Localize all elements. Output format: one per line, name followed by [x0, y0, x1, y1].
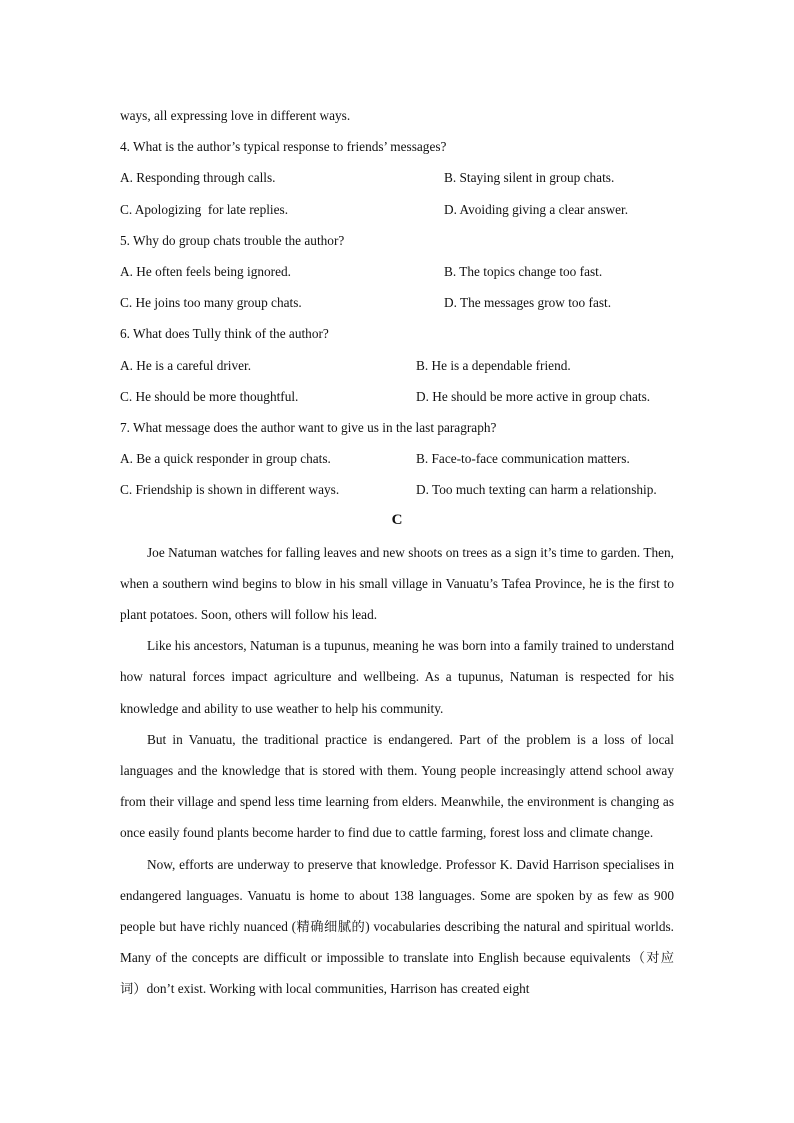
question-7-stem: 7. What message does the author want to give us in the last paragraph?: [120, 419, 497, 435]
passage-paragraph-2: Like his ancestors, Natuman is a tupunus, meaning he was born into a family trained to understand how natural forces impact agriculture and wellbeing. As a tupunus, Natuman is respected for his knowledge and ability to use weather to help his community.: [120, 638, 674, 716]
exam-page: [120, 100, 674, 1005]
question-6-option-d: D. He should be more active in group chats.: [416, 388, 651, 404]
question-5-options-row-2: [120, 287, 674, 318]
question-6-stem: 6. What does Tully think of the author?: [120, 326, 329, 342]
passage-paragraph-1: Joe Natuman watches for falling leaves and new shoots on trees as a sign it’s time to garden. Then, when a southern wind begins to blow in his small village in Vanuatu’s Tafea Province, he is the first to plant potatoes. Soon, others will follow his lead.: [120, 544, 674, 623]
question-6-option-b: B. He is a dependable friend.: [416, 357, 571, 373]
question-7-option-a: A. Be a quick responder in group chats.: [120, 451, 331, 467]
question-5-option-c: C. He joins too many group chats.: [120, 295, 302, 311]
question-7-option-c: C. Friendship is shown in different ways.: [120, 482, 340, 498]
carryover-text: ways, all expressing love in different ways.: [120, 108, 351, 123]
passage-paragraph-3: But in Vanuatu, the traditional practice is endangered. Part of the problem is a loss of local languages and the knowledge that is stored with them. Young people increasingly attend school away from their village and spend less time learning from elders. Meanwhile, the environment is changing as once easily found plants become harder to find due to cattle farming, forest loss and climate change.: [120, 731, 674, 841]
question-6-options-row-1: [120, 350, 674, 381]
question-4-options-row-1: [120, 162, 674, 193]
question-6-option-c: C. He should be more thoughtful.: [120, 388, 299, 404]
question-5-option-a: A. He often feels being ignored.: [120, 263, 291, 279]
question-4-option-c: C. Apologizing for late replies.: [120, 201, 289, 217]
question-5-options-row-1: [120, 256, 674, 287]
section-c-passage: [120, 537, 674, 1005]
question-4-option-d: D. Avoiding giving a clear answer.: [444, 201, 629, 217]
question-4-option-b: B. Staying silent in group chats.: [444, 170, 615, 186]
question-7-option-b: B. Face-to-face communication matters.: [416, 451, 630, 467]
passage-paragraph-4: Now, efforts are underway to preserve that knowledge. Professor K. David Harrison specialises in endangered languages. Vanuatu is home to about 138 languages. Some are spoken by as few as 900 people but have richly nuanced (精确细腻的) vocabularies describing the natural and spiritual worlds. Many of the concepts are difficult or impossible to translate into English because equivalents（对应词）don’t exist. Working with local communities, Harrison has created eight: [120, 856, 674, 997]
question-4-options-row-2: [120, 194, 674, 225]
question-6-options-row-2: [120, 381, 674, 412]
question-7-option-d: D. Too much texting can harm a relationship.: [416, 482, 657, 498]
question-5-option-b: B. The topics change too fast.: [444, 263, 603, 279]
question-5-stem: 5. Why do group chats trouble the author?: [120, 232, 345, 248]
question-4-stem: 4. What is the author’s typical response to friends’ messages?: [120, 139, 447, 155]
question-6-option-a: A. He is a careful driver.: [120, 357, 252, 373]
question-7-options-row-1: [120, 443, 674, 474]
question-7-options-row-2: [120, 474, 674, 505]
question-5-option-d: D. The messages grow too fast.: [444, 295, 612, 311]
question-4-option-a: A. Responding through calls.: [120, 170, 276, 186]
section-c-heading: C: [391, 512, 403, 529]
